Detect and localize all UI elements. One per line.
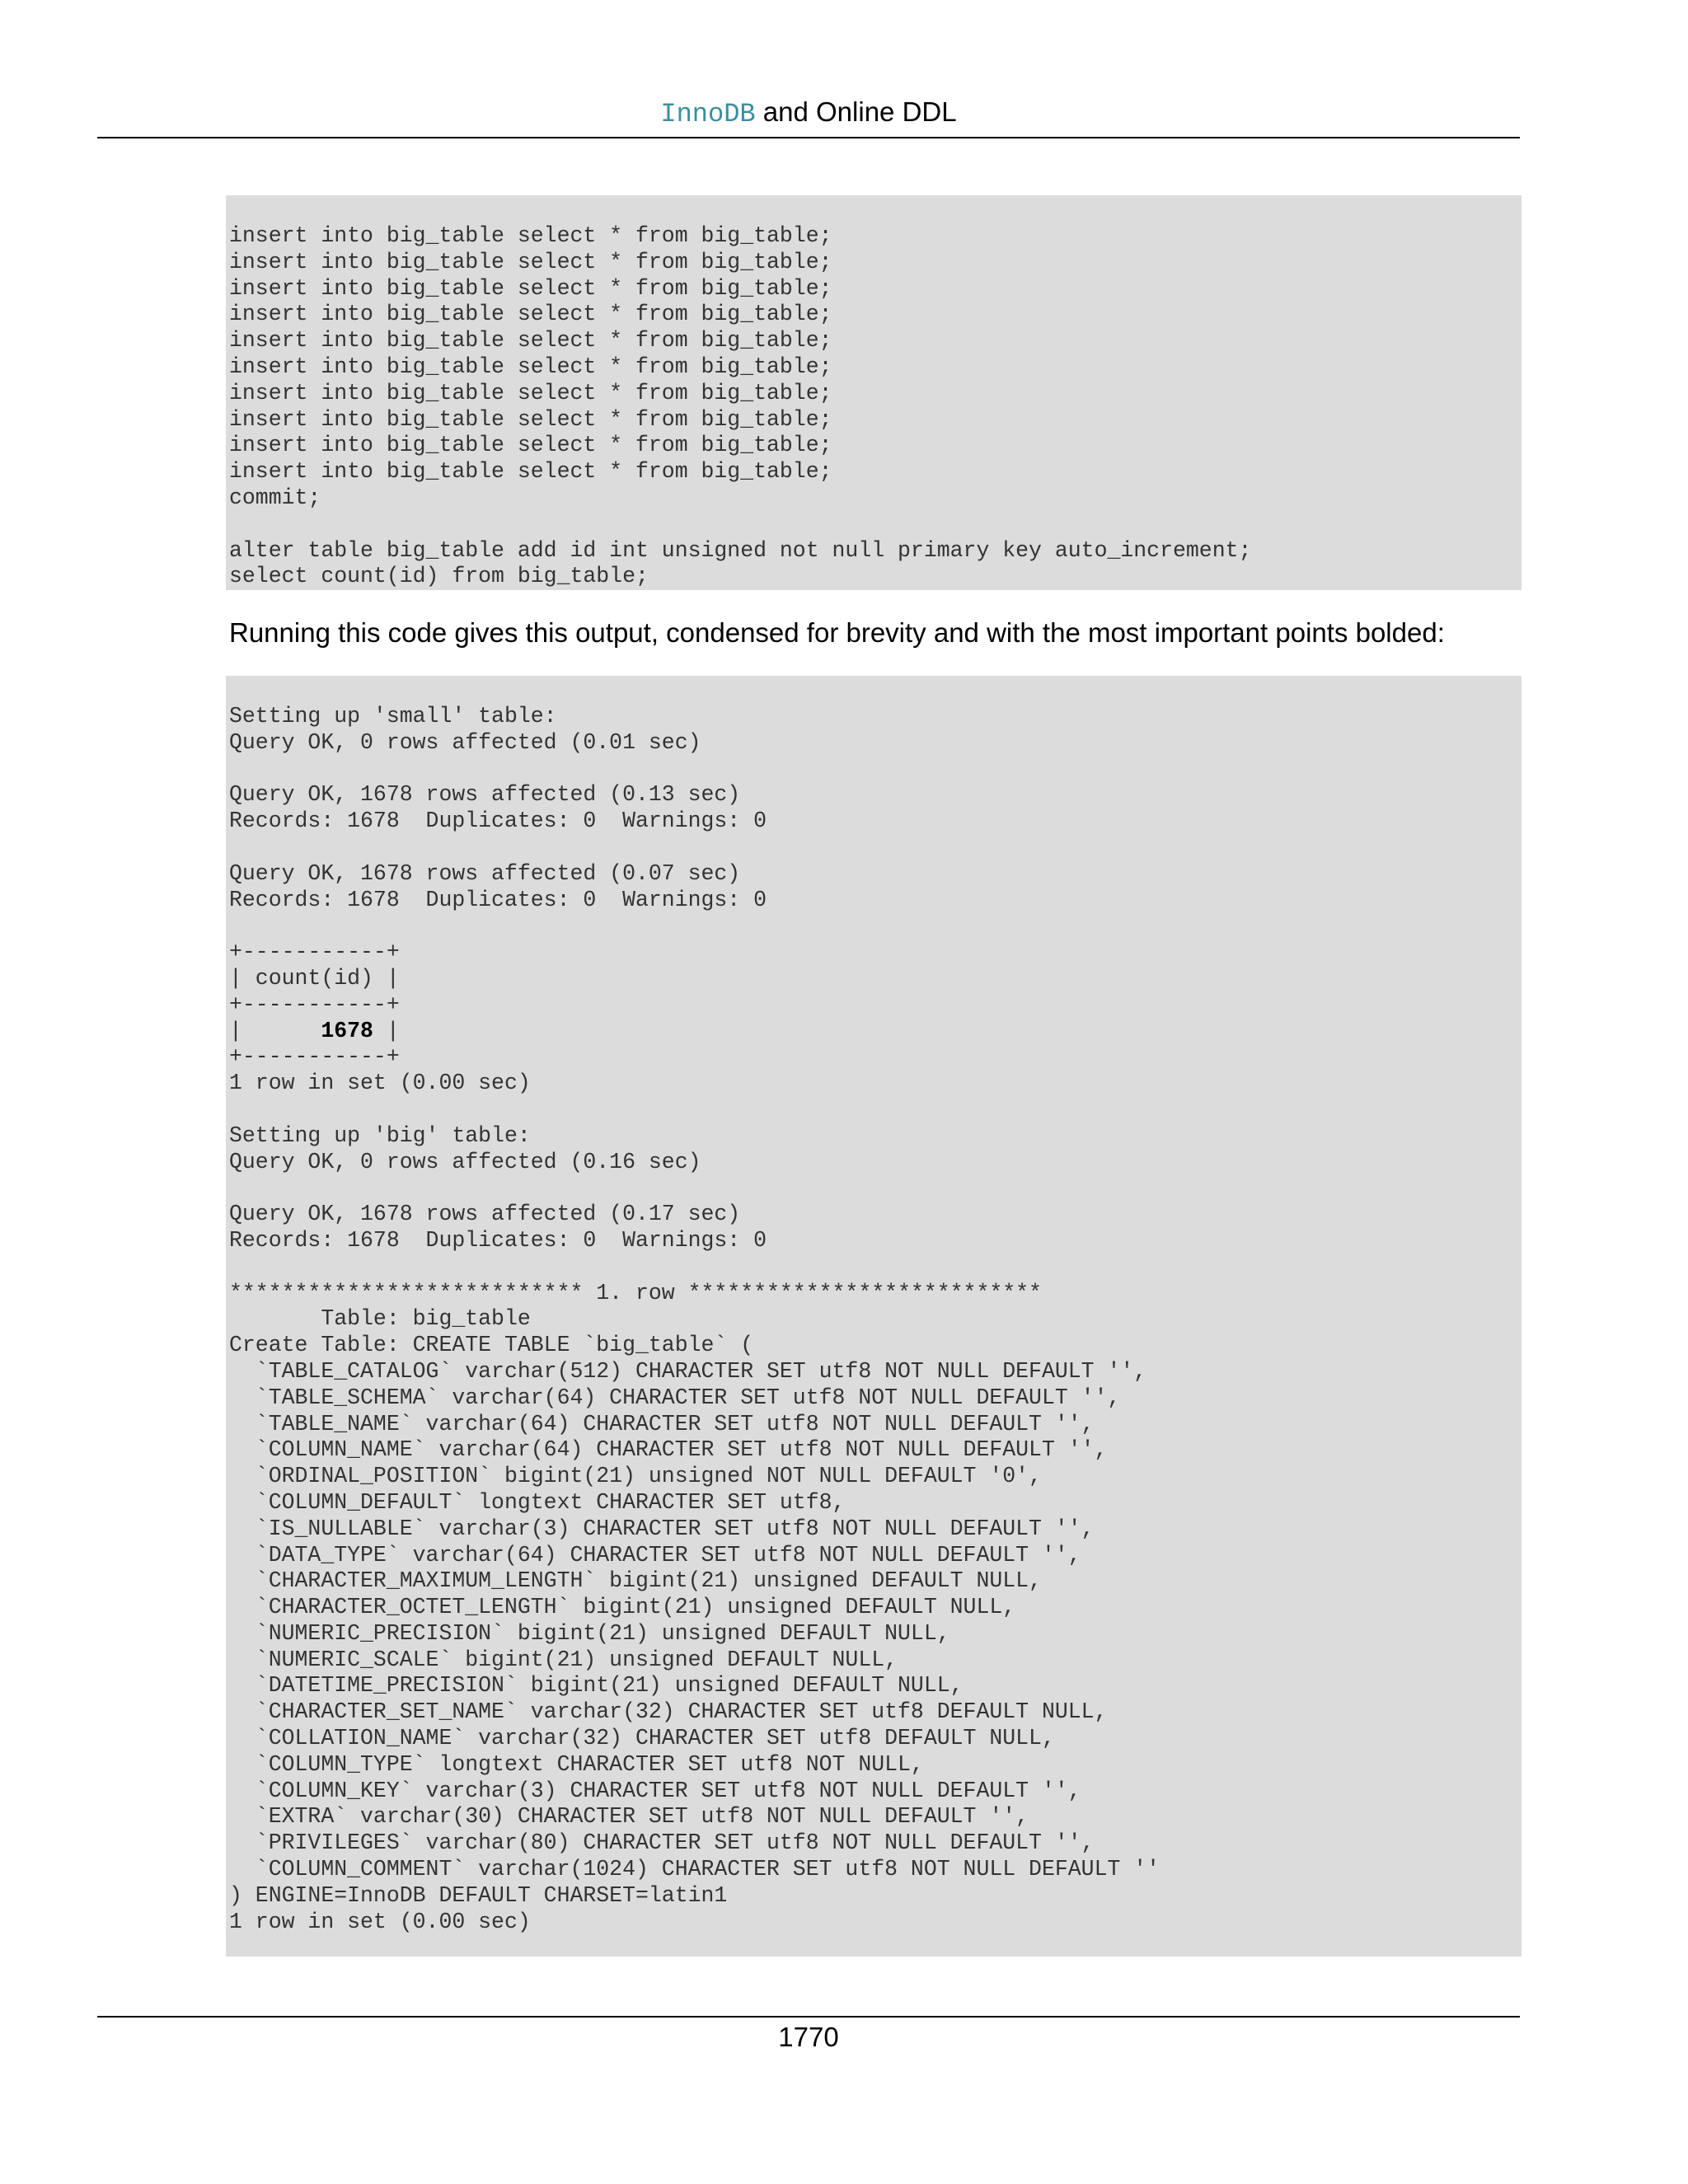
footer-rule [97, 2016, 1520, 2018]
page-number: 1770 [778, 2022, 839, 2052]
output-part-a: Setting up 'small' table: Query OK, 0 rows affected (0.01 sec) Query OK, 1678 rows affected (0.13 sec) Records: 1678 Duplicates: 0 Warnings: 0 Query OK, 1678 rows affected (0.07 sec) Records: 1678 Duplicates: 0 Warnings: 0 +-----------+ | count(id) | +-----------+ | [229, 704, 767, 1043]
page-header [97, 96, 1520, 137]
code-block-output [226, 676, 1522, 1957]
code-text-output [229, 704, 1522, 1935]
code-text-sql: insert into big_table select * from big_table; insert into big_table select * from big_table; insert into big_table select * from big_table; insert into big_table select * from big_table; insert into big_table select * from big_table; insert into big_table select * from big_table; insert into big_table select * from big_table; insert into big_table select * from big_table; insert into big_table select * from big_table; insert into big_table select * from big_table; commit; alter table big_table add id int unsigned not null primary key auto_increment; select count(id) from big_table; [229, 223, 1252, 589]
paragraph-output-intro: Running this code gives this output, condensed for brevity and with the most important points bolded: [229, 617, 1445, 648]
header-title-mono: InnoDB [660, 99, 756, 129]
code-block-sql [226, 195, 1522, 590]
header-rule [97, 137, 1520, 138]
count-value-bold: 1678 [321, 1018, 373, 1043]
output-part-b: | +-----------+ 1 row in set (0.00 sec) Setting up 'big' table: Query OK, 0 rows affected (0.16 sec) Query OK, 1678 rows affected (0.17 sec) Records: 1678 Duplicates: 0 Warnings: 0 *************************** 1. row *************************** Table: big_table Create Table: CREATE TABLE `big_table` ( `TABLE_CATALOG` varchar(512) CHARACTER SET utf8 NOT NULL DEFAULT '', `TABLE_SCHEMA` varchar(64) CHARACTER SET utf8 NOT NULL DEFAULT '', `TABLE_NAME` varchar(64) CHARACTER SET utf8 NOT NULL DEFAULT '', `COLUMN_NAME` varchar(64) CHARACTER SET utf8 NOT NULL DEFAULT '', `ORDINAL_POSITION` bigint(21) unsigned NOT NULL DEFAULT '0', `COLUMN_DEFAULT` longtext CHARACTER SET utf8, `IS_NULLABLE` varchar(3) CHARACTER SET utf8 NOT NULL DEFAULT '', `DATA_TYPE` varchar(64) CHARACTER SET utf8 NOT NULL DEFAULT '', `CHARACTER_MAXIMUM_LENGTH` bigint(21) unsigned DEFAULT NULL, `CHARACTER_OCTET_LENGTH` bigint(21) unsigned DEFAULT NULL, `NUMERIC_PRECISION` bigint(21) unsigned DEFAULT NULL, `NUMERIC_SCALE` bigint(21) unsigned DEFAULT NULL, `DATETIME_PRECISION` bigint(21) unsigned DEFAULT NULL, `CHARACTER_SET_NAME` varchar(32) CHARACTER SET utf8 DEFAULT NULL, `COLLATION_NAME` varchar(32) CHARACTER SET utf8 DEFAULT NULL, `COLUMN_TYPE` longtext CHARACTER SET utf8 NOT NULL, `COLUMN_KEY` varchar(3) CHARACTER SET utf8 NOT NULL DEFAULT '', `EXTRA` varchar(30) CHARACTER SET utf8 NOT NULL DEFAULT '', `PRIVILEGES` varchar(80) CHARACTER SET utf8 NOT NULL DEFAULT '', `COLUMN_COMMENT` varchar(1024) CHARACTER SET utf8 NOT NULL DEFAULT '' ) ENGINE=InnoDB DEFAULT CHARSET=latin1 1 row in set (0.00 sec) [229, 1018, 1160, 1934]
header-title-rest: and Online DDL [755, 96, 957, 127]
